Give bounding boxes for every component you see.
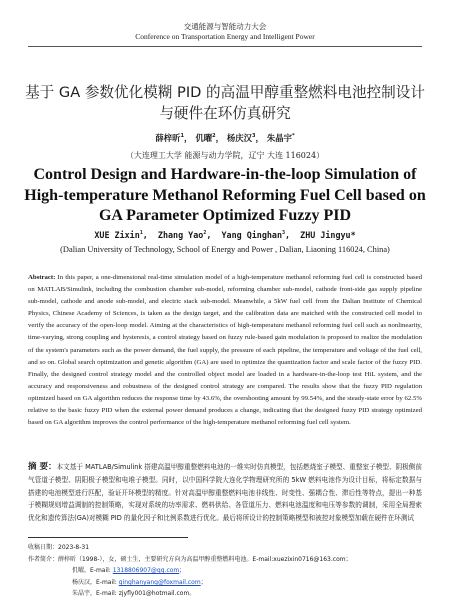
author-intro: 作者简介：薛梓昕（1998-），女，硕士生，主要研究方向为高温甲醇重整燃料电池。E-mail:xuezixin0716@163.com； [28, 555, 352, 563]
abstract-text: In this paper, a one-dimensional real-time simulation model of a high-temperature methanol reforming fuel cell is constructed based on MATLAB/Simulink, including the combustion chamber sub-model, reforming chamber sub-model, cathode front-side gas supply pipeline sub-model, cathode and anode sub-model, and electric stack sub-model. Meanwhile, a 5kW fuel cell from the Dalian Institute of Chemical Physics, Chinese Academy of Sciences, is taken as the design target, and the calibration data are matched with the constructed cell model to verify the accuracy of the open-loop model. Aiming at the characteristics of high-temperature methanol reforming fuel cell such as nonlinearity, time-varying, strong coupling and hysteresis, a control strategy based on fuzzy rule-based gain modulation is proposed to realize the modulation of the system's parameters such as the power demand, the fuel supply, the pressure of each pipeline, the temperature and voltage of the fuel cell, and so on. Global search optimization and genetic algorithm (GA) are used to optimize the quantization factor and scale factor of the fuzzy PID. Finally, the designed control strategy model and the controlled object model are loaded in a hardware-in-the-loop test HiL system, and the accuracy and responsiveness and robustness of the designed control strategy are compared. The results show that the fuzzy PID regulation optimized based on GA algorithm reduces the response time by 43.6%, the overshooting amount by 99.54%, and the steady-state error by 62.5% relative to the basic fuzzy PID when the external power demand produces a change, indicating that the designed fuzzy PID strategy optimized based on GA algorithm improves the control performance of the high-temperature methanol reforming fuel cell system. [28, 274, 422, 427]
email-prefix: 杨庆汉，E-mail: [72, 578, 119, 586]
english-title: Control Design and Hardware-in-the-loop Simulation of High-temperature Methanol Reforming Fuel Cell based on GA Parameter Optimized Fuzzy PID [24, 166, 426, 224]
chinese-authors: 薛梓昕$^1$， 仉曜$^2$， 杨庆汉$^3$， 朱晶宇* [155, 133, 295, 143]
english-abstract [28, 272, 422, 429]
author-name: 仉曜 [195, 133, 213, 143]
email-prefix: 仉曜，E-mail: [72, 567, 113, 575]
english-authors: XUE Zixin$^1$, Zhang Yao$^2$, Yang Qinghan$^3$, ZHU Jingyu* [94, 230, 356, 240]
footnote [28, 542, 422, 600]
author-name: XUE Zixin [94, 230, 140, 240]
footnote-email-line [28, 565, 422, 577]
author-name: 薛梓昕 [155, 133, 181, 143]
author-sup: 2 [203, 230, 207, 237]
chinese-abstract [28, 461, 422, 525]
header-rule [28, 46, 422, 47]
author-sup: * [350, 230, 356, 240]
author-name: Yang Qinghan [221, 230, 282, 240]
author-sup: 3 [282, 230, 286, 237]
email-suffix: ； [200, 578, 207, 586]
footnote-rule [28, 537, 188, 538]
author-sup: 1 [180, 133, 185, 140]
author-name: 杨庆汉 [226, 133, 253, 143]
english-affiliation: (Dalian University of Technology, School of Energy and Power , Dalian, Liaoning 116024, China) [60, 245, 390, 254]
email-suffix: ； [179, 567, 186, 575]
author-name: ZHU Jingyu [300, 230, 351, 240]
author-sup: 2 [212, 133, 216, 140]
email-link[interactable]: 1318806907@qq.com [112, 567, 180, 575]
chinese-title: 基于 GA 参数优化模糊 PID 的高温甲醇重整燃料电池控制设计与硬件在环仿真研究 [25, 84, 425, 122]
running-header-cn: 交通能源与智能动力大会 [183, 22, 267, 31]
running-header-en: Conference on Transportation Energy and Intelligent Power [135, 32, 315, 41]
received-date: 收稿日期：2023-8-31 [28, 544, 90, 551]
chinese-abstract-text: 本文基于 MATLAB/Simulink 搭建高温甲醇重整燃料电池的一维实时仿真模型，包括燃烧室子模型、重整室子模型、阴极侧前气管道子模型、阴阳极子模型和电堆子模型。同时，以中国科学院大连化学物理研究所的 5kW 燃料电池作为设计目标，将标定数据与搭建的电池模型进行匹配，验证开环模型的精度。针对高温甲醇重整燃料电池非线性、时变性、强耦合性、滞后性等特点，提出一种基于模糊规则增益调制的控制策略，实现对系统的功率需求、燃料供给、各管道压力、燃料电池温度和电压等参数的调制，采用全局搜索优化和遗传算法(GA)对模糊 PID 的量化因子和比例系数进行优化。最后将所设计的控制策略模型和被控对象模型加载在硬件在环测试 [28, 463, 422, 523]
author-name: Zhang Yao [157, 230, 204, 240]
author-name: 朱晶宇 [266, 133, 292, 143]
author-sup: 3 [252, 133, 256, 140]
chinese-abstract-label: 摘 要： [28, 462, 57, 472]
abstract-label: Abstract: [28, 274, 56, 281]
footnote-email-line [28, 588, 422, 600]
footnote-email-line [28, 577, 422, 589]
chinese-affiliation: （大连理工大学 能源与动力学院，辽宁 大连 116024） [125, 151, 325, 160]
author-sup: 1 [139, 230, 143, 237]
email-prefix: 朱晶宇，E-mail: zjyfly001@hotmail.com。 [72, 590, 196, 598]
author-sup: * [291, 133, 295, 140]
email-link[interactable]: qinghanyang@foxmail.com [118, 578, 201, 586]
